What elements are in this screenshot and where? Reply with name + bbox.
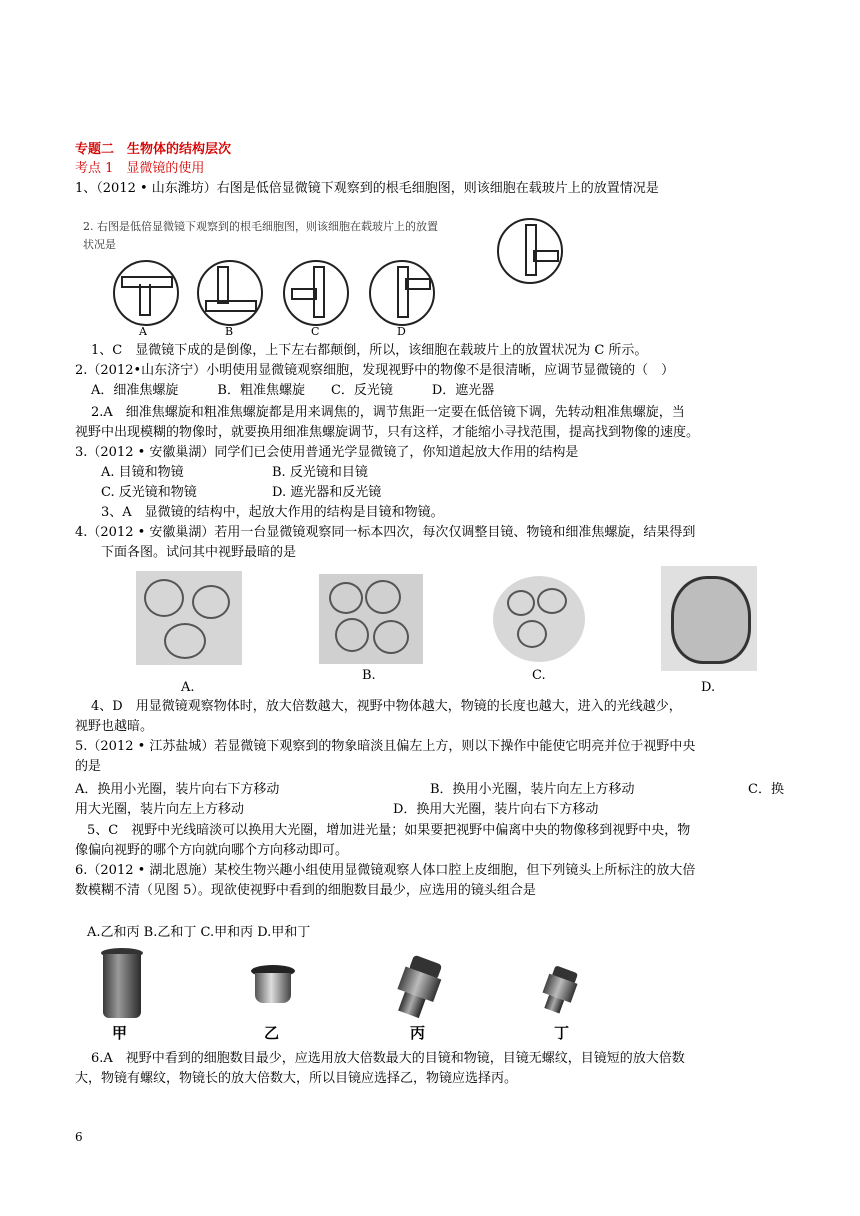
- q5-text-line2: 的是: [75, 759, 102, 774]
- q4-label-d: D.: [701, 680, 716, 695]
- q5-answer-line1: 5、C 视野中光线暗淡可以换用大光圈，增加进光量；如果要把视野中偏离中央的物像移到视野中央，物: [87, 823, 691, 838]
- q2-answer-line2: 视野中出现模糊的物像时，就要换用细准焦螺旋调节，只有这样，才能缩小寻找范围，提高找到物像的速度。: [75, 425, 700, 440]
- q4-answer-line1: 4、D 用显微镜观察物体时，放大倍数越大，视野中物体越大，物镜的长度也越大，进入的光线越少，: [91, 699, 682, 714]
- lens-yi-image: [251, 965, 295, 1005]
- q5-option-b: B．换用小光圈，装片向左上方移动: [430, 782, 635, 797]
- q5-option-c-part1: C．换: [748, 782, 784, 797]
- q1-scan-line1: 2. 右图是低倍显微镜下观察到的根毛细胞图，则该细胞在载玻片上的放置: [83, 220, 438, 233]
- lens-ding-image: [534, 963, 584, 1019]
- q1-answer: 1、C 显微镜下成的是倒像，上下左右都颠倒，所以，该细胞在载玻片上的放置状况为 C 所示。: [91, 343, 648, 358]
- q3-option-c: C. 反光镜和物镜: [101, 485, 197, 500]
- q5-text-line1: 5.（2012 • 江苏盐城）若显微镜下观察到的物象暗淡且偏左上方，则以下操作中能使它明亮并位于视野中央: [75, 739, 696, 754]
- q1-scan-figure: [75, 212, 555, 342]
- lens-jia-label: 甲: [112, 1024, 128, 1042]
- q4-label-c: C.: [532, 668, 546, 683]
- q4-label-a: A.: [181, 680, 195, 695]
- q1-text: 1、（2012 • 山东潍坊）右图是低倍显微镜下观察到的根毛细胞图，则该细胞在载玻片上的放置情况是: [75, 181, 659, 196]
- lens-bing-image: [384, 951, 452, 1024]
- q1-option-c-diagram: [283, 260, 349, 326]
- q2-answer-line1: 2.A 细准焦螺旋和粗准焦螺旋都是用来调焦的，调节焦距一定要在低倍镜下调，先转动粗准焦螺旋，当: [91, 405, 685, 420]
- lens-bing-label: 丙: [410, 1024, 426, 1042]
- q1-scan-line2: 状况是: [83, 238, 116, 251]
- q1-option-d-diagram: [369, 260, 435, 326]
- lens-ding-label: 丁: [554, 1024, 570, 1042]
- q1-option-c-label: C: [311, 325, 320, 338]
- q1-reference-diagram: [497, 218, 563, 284]
- q3-answer: 3、A 显微镜的结构中，起放大作用的结构是目镜和物镜。: [101, 505, 444, 520]
- lens-yi-label: 乙: [264, 1024, 280, 1042]
- q3-option-d: D. 遮光器和反光镜: [272, 485, 382, 500]
- q1-option-b-label: B: [225, 325, 234, 338]
- q6-text-line2: 数模糊不清（见图 5）。现欲使视野中看到的细胞数目最少，应选用的镜头组合是: [75, 883, 536, 898]
- q4-image-b: [319, 574, 423, 664]
- q4-text-line2: 下面各图。试问其中视野最暗的是: [101, 545, 297, 560]
- q2-options: A．细准焦螺旋 B．粗准焦螺旋 C．反光镜 D．遮光器: [91, 383, 495, 398]
- q6-answer-line1: 6.A 视野中看到的细胞数目最少，应选用放大倍数最大的目镜和物镜，目镜无螺纹，目镜短的放大倍数: [91, 1051, 685, 1066]
- q1-option-d-label: D: [397, 325, 406, 338]
- q6-answer-line2: 大，物镜有螺纹，物镜长的放大倍数大，所以目镜应选择乙，物镜应选择丙。: [75, 1071, 518, 1086]
- q5-option-c-part2: 用大光圈，装片向左上方移动: [75, 802, 245, 817]
- q3-option-b: B. 反光镜和目镜: [272, 465, 368, 480]
- q1-option-a-diagram: [113, 260, 179, 326]
- q1-option-b-diagram: [197, 260, 263, 326]
- page-number: 6: [75, 1130, 83, 1144]
- q3-option-a: A. 目镜和物镜: [101, 465, 184, 480]
- q4-image-d: [661, 566, 757, 671]
- topic-title: 专题二 生物体的结构层次: [75, 142, 232, 157]
- q4-image-a: [136, 571, 242, 665]
- q1-option-a-label: A: [139, 325, 147, 338]
- q4-image-c: [493, 576, 585, 662]
- q4-label-b: B.: [362, 668, 376, 683]
- q6-options: A.乙和丙 B.乙和丁 C.甲和丙 D.甲和丁: [87, 925, 311, 940]
- q5-option-d: D．换用大光圈，装片向右下方移动: [393, 802, 599, 817]
- point-title: 考点 1 显微镜的使用: [75, 161, 205, 176]
- q3-text: 3.（2012 • 安徽巢湖）同学们已会使用普通光学显微镜了，你知道起放大作用的结构是: [75, 445, 579, 460]
- q2-text: 2.（2012•山东济宁）小明使用显微镜观察细胞，发现视野中的物像不是很清晰，应调节显微镜的（ ）: [75, 363, 675, 378]
- lens-jia-image: [101, 948, 143, 1020]
- q5-answer-line2: 像偏向视野的哪个方向就向哪个方向移动即可。: [75, 843, 349, 858]
- q4-text-line1: 4.（2012 • 安徽巢湖）若用一台显微镜观察同一标本四次，每次仅调整目镜、物镜和细准焦螺旋，结果得到: [75, 525, 696, 540]
- q6-text-line1: 6.（2012 • 湖北恩施）某校生物兴趣小组使用显微镜观察人体口腔上皮细胞，但下列镜头上所标注的放大倍: [75, 863, 696, 878]
- q4-answer-line2: 视野也越暗。: [75, 719, 154, 734]
- q5-option-a: A．换用小光圈，装片向右下方移动: [75, 782, 280, 797]
